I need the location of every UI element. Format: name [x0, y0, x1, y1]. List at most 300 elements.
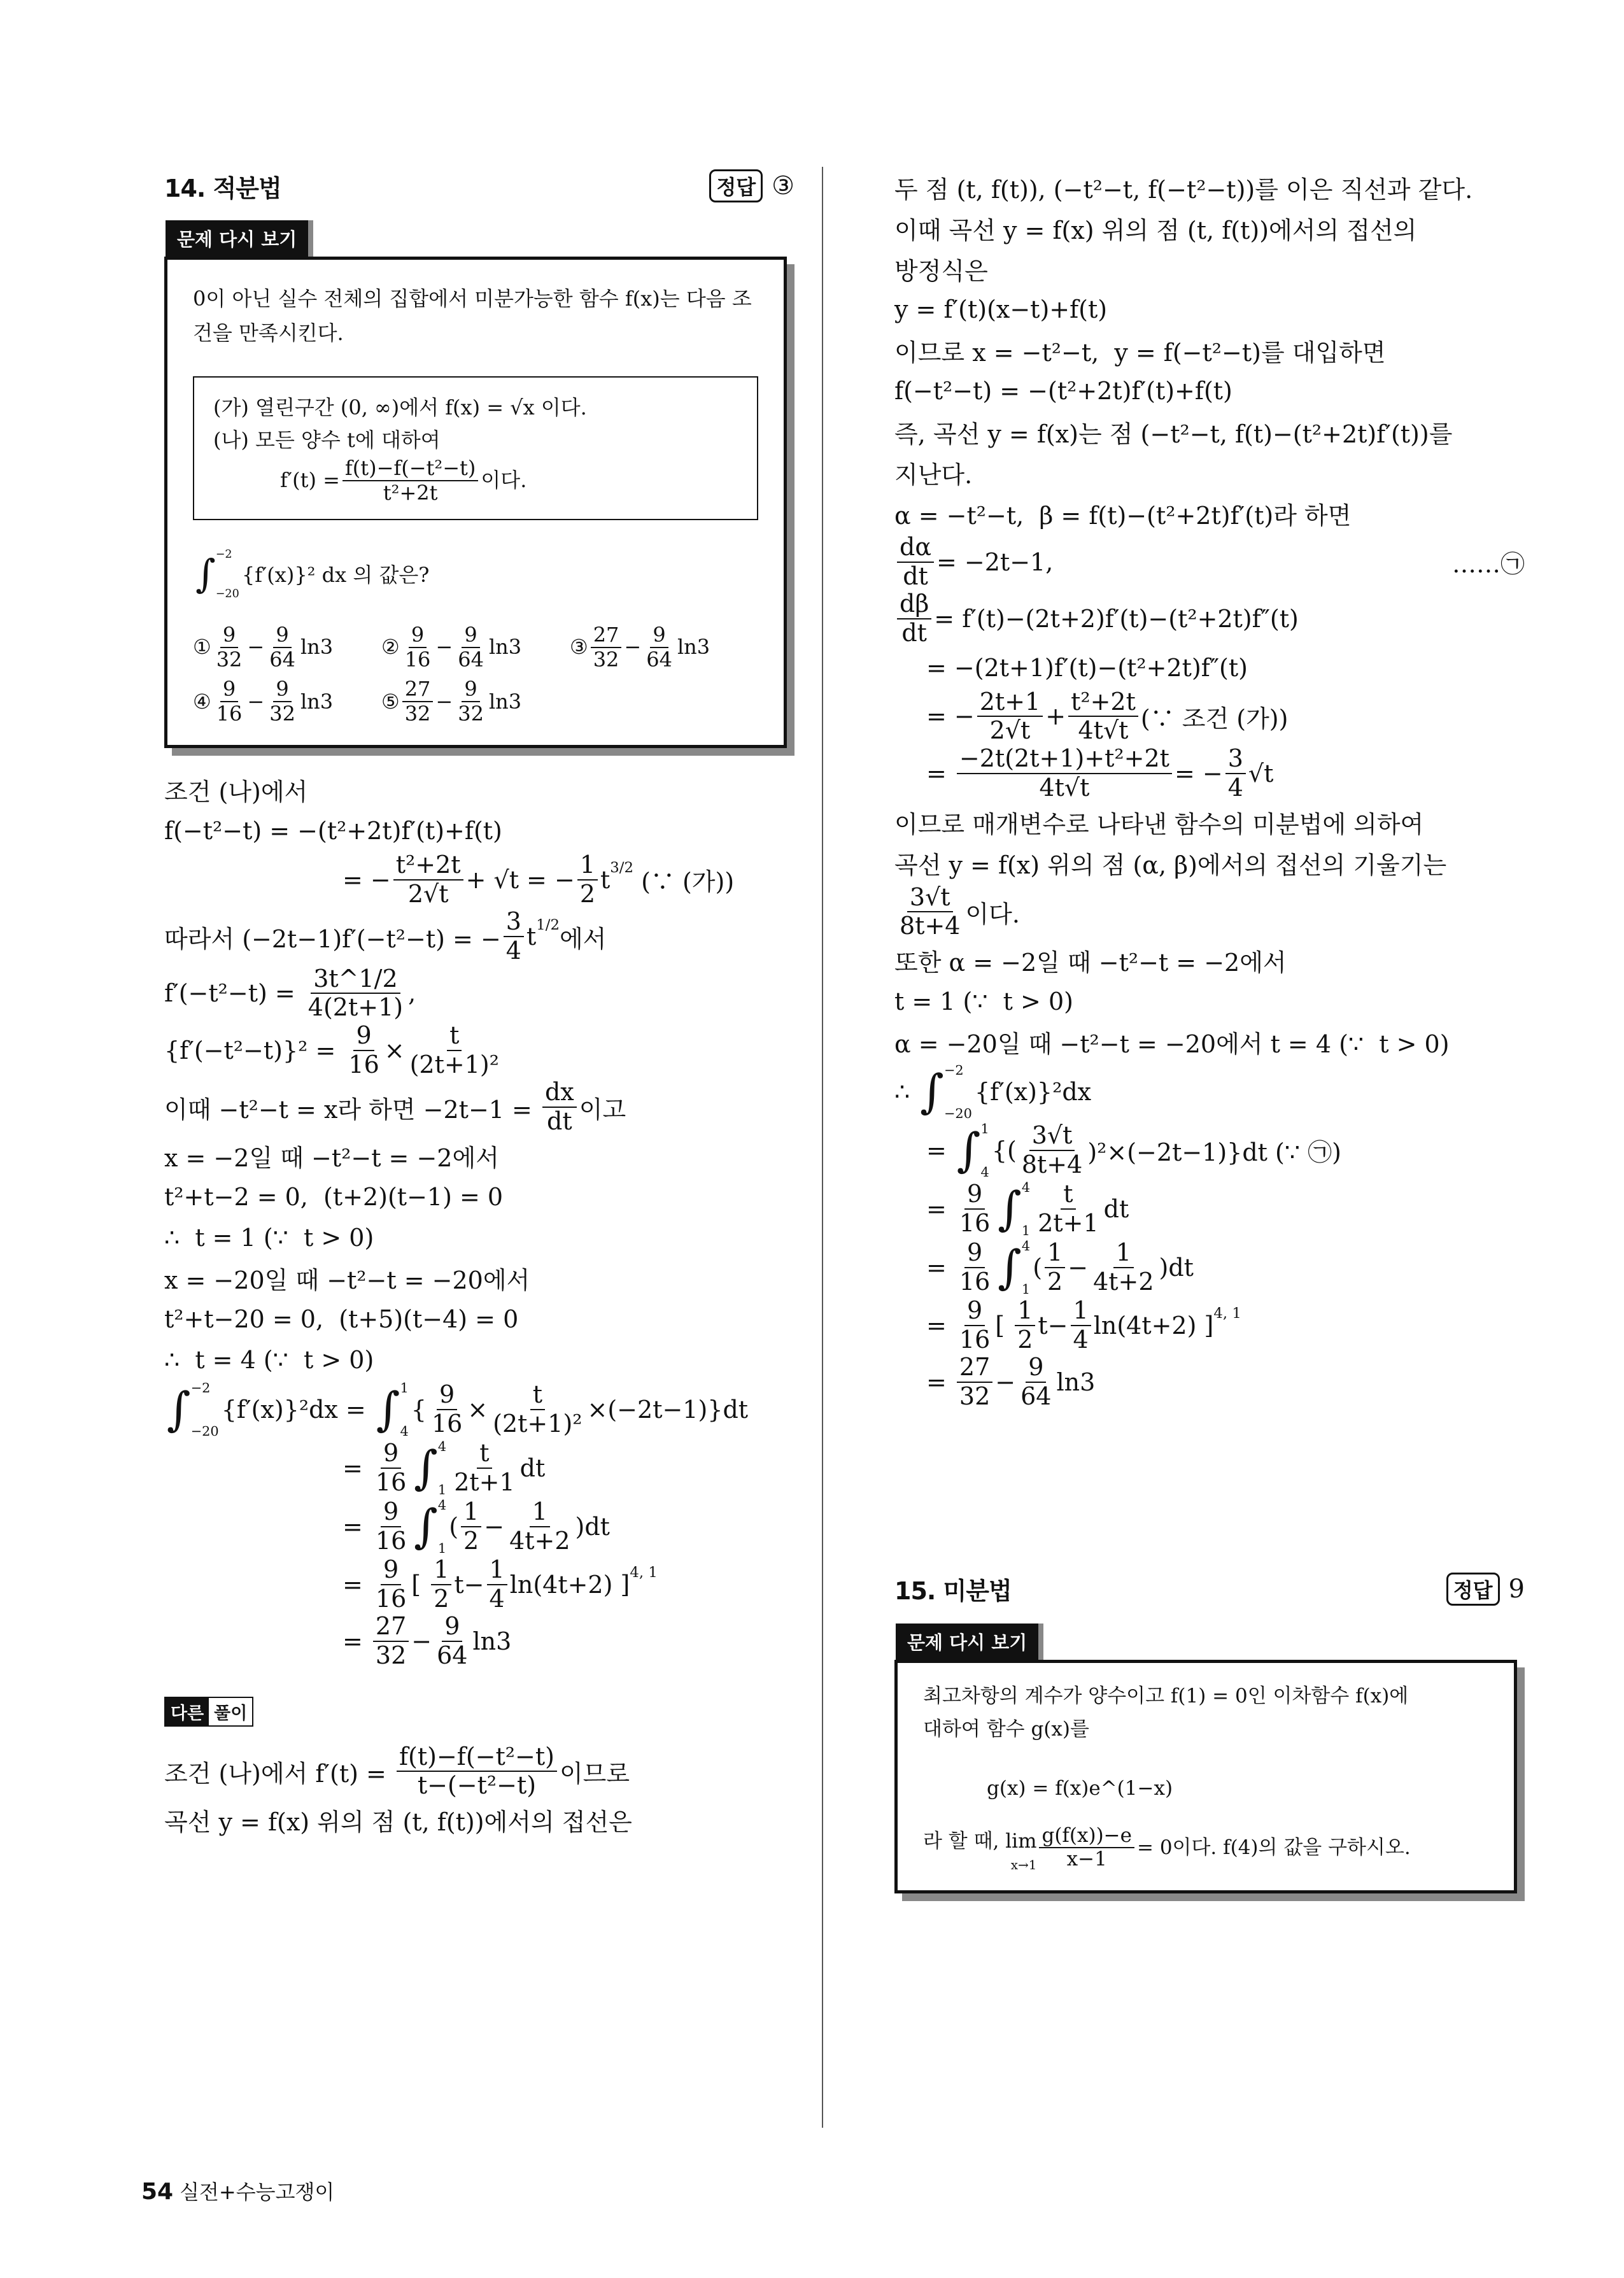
math-text: ∴ — [894, 1077, 918, 1106]
denominator: 2√t — [989, 716, 1031, 745]
math-text: , — [408, 979, 416, 1008]
denominator: 16 — [348, 1050, 379, 1079]
math-text: 따라서 (−2t−1)f′(−t²−t) = − — [164, 924, 501, 953]
math-text: = − — [926, 702, 975, 731]
numerator: 27 — [957, 1354, 992, 1383]
math-text: t²+t−20 = 0, (t+5)(t−4) = 0 — [164, 1305, 519, 1333]
integral-symbol: ∫ — [414, 1441, 438, 1495]
math-text: ×(−2t−1)}dt — [587, 1395, 749, 1424]
math-text: + √t = − — [465, 865, 575, 894]
solution-line — [894, 330, 1525, 371]
other-solution-continued — [894, 167, 1525, 1411]
solution-line — [894, 981, 1525, 1022]
numerator: t²+2t — [1068, 688, 1138, 718]
integral-symbol: ∫ — [414, 1499, 438, 1553]
condition-b: (나) 모든 양수 t에 대하여 — [213, 427, 441, 452]
integral-limits — [438, 1439, 446, 1497]
solution-line — [894, 534, 1525, 590]
denominator: 2 — [434, 1584, 449, 1613]
fraction — [397, 1743, 557, 1800]
page-number: 54 — [141, 2179, 174, 2205]
numerator: 9 — [220, 623, 238, 648]
numerator: 9 — [462, 623, 479, 648]
math-text: = — [926, 1194, 954, 1223]
limit-tail: = 0이다. f(4)의 값을 구하시오. — [1136, 1836, 1411, 1859]
answer-choice[interactable] — [381, 677, 570, 726]
math-text: + — [1045, 702, 1066, 731]
numerator: t²+2t — [393, 851, 463, 881]
fraction — [957, 1297, 992, 1354]
upper-limit: 1 — [400, 1380, 409, 1396]
fraction — [346, 1022, 381, 1079]
math-text: t — [526, 923, 537, 951]
denominator: 2 — [1017, 1325, 1033, 1354]
fraction — [487, 1556, 507, 1613]
numerator: −2t(2t+1)+t²+2t — [957, 745, 1172, 774]
math-text: = — [926, 1253, 954, 1282]
denominator: t²+2t — [383, 480, 438, 505]
limit — [923, 1825, 1036, 1871]
math-text: t− — [454, 1570, 484, 1599]
math-text: 조건 (나)에서 — [164, 778, 308, 807]
solution-line — [164, 1556, 794, 1613]
fraction — [1035, 1180, 1101, 1237]
numerator: 9 — [650, 623, 668, 648]
question-text: {f′(x)}² dx 의 값은? — [241, 562, 430, 587]
fraction — [373, 1498, 409, 1555]
denominator: t−(−t²−t) — [417, 1771, 537, 1800]
fraction — [577, 851, 598, 908]
fraction — [542, 1079, 577, 1135]
numerator: 1 — [1015, 1297, 1035, 1326]
math-text: ( — [1033, 1253, 1043, 1282]
upper-limit: −2 — [215, 548, 232, 561]
minus-sign: − — [435, 689, 453, 714]
question — [193, 546, 758, 604]
fraction — [455, 677, 486, 726]
answer — [1446, 1573, 1525, 1606]
fraction — [455, 623, 486, 672]
column-divider — [822, 167, 823, 2128]
numerator: 3√t — [907, 884, 953, 913]
ln3: ln3 — [677, 635, 710, 660]
problem-14-title: 14. 적분법 — [164, 174, 281, 202]
fraction — [214, 677, 245, 726]
fraction — [431, 1556, 451, 1613]
solution-line — [894, 371, 1525, 411]
math-text: = — [926, 1311, 954, 1340]
solution-line — [164, 1217, 794, 1258]
denominator: dt — [903, 562, 928, 590]
integral-limits — [1022, 1180, 1030, 1238]
numerator: 1 — [461, 1498, 481, 1527]
solution-line — [164, 1299, 794, 1340]
math-text: = f′(t)−(2t+2)f′(t)−(t²+2t)f″(t) — [934, 605, 1299, 633]
denominator: (2t+1)² — [409, 1050, 499, 1079]
integral-sign — [998, 1180, 1030, 1238]
denominator: 16 — [216, 702, 243, 726]
math-text: f(−t²−t) = −(t²+2t)f′(t)+f(t) — [894, 377, 1232, 405]
math-text: 방정식은 — [894, 257, 988, 285]
fraction — [267, 623, 298, 672]
solution-label: 풀이 — [214, 1703, 248, 1723]
math-text: − — [995, 1368, 1016, 1396]
g-formula: g(x) = f(x)e^(1−x) — [987, 1777, 1173, 1800]
denominator: 4 — [505, 937, 521, 965]
denominator: 64 — [1020, 1382, 1052, 1410]
numerator: g(f(x))−e — [1039, 1825, 1134, 1849]
exponent: 4, 1 — [1213, 1305, 1241, 1322]
fraction — [267, 677, 298, 726]
problem-15-title: 15. 미분법 — [894, 1577, 1012, 1606]
numerator: 9 — [964, 1180, 985, 1210]
denominator: 4t√t — [1078, 716, 1129, 745]
math-text: { — [411, 1395, 427, 1424]
fraction — [1018, 1354, 1054, 1410]
upper-limit: 4 — [1021, 1179, 1031, 1195]
problem-15-box — [894, 1660, 1517, 1893]
answer — [709, 169, 794, 202]
math-text: ……㉠ — [1451, 550, 1525, 579]
numerator: 9 — [964, 1239, 985, 1268]
fraction — [402, 677, 434, 726]
fraction — [507, 1498, 572, 1555]
denominator: 16 — [959, 1325, 991, 1354]
fraction — [591, 623, 622, 672]
fraction — [1091, 1239, 1156, 1296]
fraction — [1019, 1122, 1085, 1178]
fraction — [429, 1381, 465, 1438]
solution-line — [164, 770, 794, 810]
denominator: 2t+1 — [454, 1468, 515, 1496]
math-text: = − — [342, 865, 391, 894]
math-text: α = −20일 때 −t²−t = −20에서 t = 4 (∵ t > 0) — [894, 1030, 1450, 1059]
math-text: = − — [1174, 759, 1223, 788]
math-text: = −2t−1, — [936, 548, 1054, 576]
problem-statement: 0이 아닌 실수 전체의 집합에서 미분가능한 함수 f(x)는 다음 조건을 만족시킨다. — [193, 287, 752, 346]
solution-line — [894, 843, 1525, 884]
denominator: 32 — [375, 1641, 407, 1669]
answer-badge: 정답 — [709, 169, 763, 202]
solution-line — [164, 851, 794, 908]
ln3: ln3 — [488, 689, 522, 714]
conditions-box — [193, 376, 758, 520]
math-text: 이고 — [579, 1095, 626, 1124]
minus-sign: − — [247, 635, 265, 660]
integral-limits — [191, 1380, 219, 1439]
left-column — [164, 167, 794, 1841]
solution-line — [894, 1180, 1525, 1238]
math-text: ln3 — [472, 1627, 512, 1655]
denominator: 64 — [437, 1641, 468, 1669]
answer-value: 9 — [1508, 1574, 1525, 1604]
integral-sign — [957, 1121, 989, 1180]
choice-number: ② — [381, 635, 400, 660]
numerator: t — [477, 1440, 491, 1469]
integral-limits — [981, 1121, 989, 1180]
numerator: 9 — [409, 623, 427, 648]
solution-line — [894, 802, 1525, 843]
math-text: ln3 — [1056, 1368, 1096, 1396]
numerator: 9 — [1026, 1354, 1046, 1383]
review-problem-tab: 문제 다시 보기 — [896, 1624, 1038, 1660]
denominator: 32 — [269, 702, 295, 726]
minus-sign: − — [624, 635, 642, 660]
solution-line — [164, 1800, 794, 1841]
answer-choice[interactable] — [570, 623, 758, 672]
numerator: 9 — [273, 677, 291, 702]
problem-line: 최고차항의 계수가 양수이고 f(1) = 0인 이차함수 f(x)에 — [923, 1684, 1409, 1708]
fraction — [393, 851, 463, 908]
math-text: = — [342, 1570, 371, 1599]
solution-line — [894, 1063, 1525, 1121]
math-text: = −(2t+1)f′(t)−(t²+2t)f″(t) — [926, 653, 1248, 682]
limit-subscript: x→1 — [1010, 1857, 1037, 1872]
answer-choice[interactable] — [193, 677, 381, 726]
integral-sign — [414, 1497, 446, 1556]
integral-sign — [376, 1380, 409, 1439]
fraction — [1039, 1825, 1134, 1871]
lower-limit: 1 — [1021, 1222, 1031, 1238]
math-text: 지난다. — [894, 460, 973, 489]
condition-a: (가) 열린구간 (0, ∞)에서 f(x) = √x 이다. — [213, 395, 587, 420]
fraction — [897, 884, 963, 940]
denominator: 4 — [489, 1584, 505, 1613]
denominator: 64 — [458, 647, 484, 672]
math-text: 이므로 — [559, 1759, 630, 1788]
math-text: x = −20일 때 −t²−t = −20에서 — [164, 1266, 530, 1295]
denominator: 4t+2 — [509, 1526, 570, 1555]
numerator: 9 — [381, 1556, 401, 1585]
math-text: = — [342, 1627, 371, 1655]
denominator: 2 — [579, 879, 595, 908]
choice-number: ③ — [570, 635, 588, 660]
integral-sign — [920, 1063, 972, 1121]
denominator: 32 — [593, 647, 619, 672]
math-text: 곡선 y = f(x) 위의 점 (t, f(t))에서의 접선은 — [164, 1808, 632, 1837]
denominator: 32 — [404, 702, 431, 726]
math-text: = — [926, 1136, 954, 1164]
lower-limit: 4 — [980, 1164, 989, 1180]
numerator: 9 — [353, 1022, 374, 1051]
fraction — [644, 623, 675, 672]
upper-limit: 1 — [980, 1121, 989, 1136]
numerator: 3t^1/2 — [311, 965, 400, 994]
solution-line — [164, 1497, 794, 1556]
numerator: 27 — [591, 623, 622, 648]
math-text: = — [926, 759, 954, 788]
solution-line — [894, 452, 1525, 493]
problem-14-box — [164, 257, 787, 748]
fraction — [490, 1381, 584, 1438]
denominator: 16 — [375, 1468, 407, 1496]
denominator: 16 — [375, 1584, 407, 1613]
numerator: dα — [897, 534, 934, 563]
solution-line — [164, 1177, 794, 1217]
upper-limit: −2 — [943, 1062, 964, 1078]
math-text: − — [484, 1512, 505, 1541]
book-title: 실전+수능고쟁이 — [180, 2180, 335, 2204]
fraction — [1068, 688, 1138, 745]
answer-choice[interactable] — [381, 623, 570, 672]
solution-line — [894, 745, 1525, 802]
fraction — [957, 1354, 992, 1410]
numerator: 9 — [381, 1440, 401, 1469]
math-text: t− — [1038, 1311, 1068, 1340]
problem-15-header — [894, 1570, 1525, 1608]
fraction — [1045, 1239, 1065, 1296]
choice-number: ① — [193, 635, 211, 660]
other-solution — [164, 1743, 794, 1841]
fraction — [451, 1440, 517, 1496]
denominator: 2 — [1047, 1267, 1063, 1296]
fraction — [214, 623, 245, 672]
integral-sign — [998, 1238, 1030, 1297]
fraction — [402, 623, 434, 672]
denominator: 8t+4 — [900, 912, 961, 940]
denominator: 32 — [216, 647, 243, 672]
denominator: 16 — [404, 647, 431, 672]
numerator: 1 — [1071, 1297, 1091, 1326]
fraction — [977, 688, 1043, 745]
ln3: ln3 — [300, 689, 334, 714]
numerator: 1 — [1045, 1239, 1065, 1268]
denominator: 32 — [458, 702, 484, 726]
math-text: y = f′(t)(x−t)+f(t) — [894, 295, 1108, 323]
solution-line — [164, 908, 794, 965]
solution-line — [164, 1136, 794, 1177]
fraction — [373, 1613, 409, 1669]
limit-condition — [923, 1825, 1488, 1871]
solution-line — [894, 590, 1525, 647]
math-text: × — [384, 1036, 405, 1065]
denominator: 16 — [959, 1267, 991, 1296]
numerator: 9 — [437, 1381, 457, 1410]
fraction — [306, 965, 406, 1022]
fraction — [407, 1022, 502, 1079]
integral-limits — [400, 1380, 408, 1439]
math-text: (∵ 조건 (가)) — [1140, 704, 1289, 733]
numerator: 27 — [402, 677, 434, 702]
solution-line — [894, 940, 1525, 981]
other-solution-tag — [164, 1697, 253, 1727]
math-text: = — [926, 1368, 954, 1396]
math-text: dt — [519, 1454, 546, 1482]
math-text: = — [342, 1454, 371, 1482]
exponent: 1/2 — [536, 916, 560, 933]
solution-line — [164, 1079, 794, 1135]
ln3: ln3 — [488, 635, 522, 660]
denominator: (2t+1)² — [493, 1409, 583, 1438]
solution-line — [894, 1238, 1525, 1297]
solution-line — [164, 1380, 794, 1439]
solution-line — [164, 1613, 794, 1669]
upper-limit: −2 — [190, 1380, 211, 1396]
formula-tail: 이다. — [481, 468, 527, 493]
math-text: 두 점 (t, f(t)), (−t²−t, f(−t²−t))를 이은 직선과 같다. — [894, 175, 1473, 204]
numerator: 1 — [1113, 1239, 1134, 1268]
solution-line — [894, 1121, 1525, 1180]
fraction — [957, 1180, 992, 1237]
math-text: 또한 α = −2일 때 −t²−t = −2에서 — [894, 949, 1287, 977]
lower-limit: −20 — [943, 1105, 972, 1121]
answer-choice[interactable] — [193, 623, 381, 672]
math-text: ln(4t+2) ] — [1093, 1311, 1214, 1340]
denominator: 16 — [959, 1208, 991, 1237]
limit-text: 라 할 때, lim — [923, 1829, 1037, 1853]
lower-limit: 1 — [1021, 1281, 1031, 1297]
math-text: )²×(−2t−1)}dt (∵ ㉠) — [1087, 1138, 1341, 1167]
numerator: 9 — [462, 677, 479, 702]
solution-line — [164, 810, 794, 851]
numerator: 1 — [530, 1498, 550, 1527]
integral-symbol: ∫ — [956, 1123, 981, 1177]
exponent: 3/2 — [610, 860, 633, 877]
upper-limit: 4 — [437, 1497, 447, 1513]
numerator: t — [530, 1381, 545, 1410]
fraction — [434, 1613, 470, 1669]
denominator: 4(2t+1) — [307, 993, 404, 1022]
numerator: dβ — [897, 590, 931, 619]
numerator: 9 — [964, 1297, 985, 1326]
math-text: 이때 −t²−t = x라 하면 −2t−1 = — [164, 1095, 540, 1124]
integral-symbol: ∫ — [998, 1240, 1022, 1294]
denominator: 32 — [959, 1382, 991, 1410]
solution-line — [894, 208, 1525, 248]
lower-limit: 1 — [437, 1540, 447, 1556]
math-text: 즉, 곡선 y = f(x)는 점 (−t²−t, f(t)−(t²+2t)f′(t))를 — [894, 420, 1453, 448]
integral-sign: ∫ −2 −20 — [195, 546, 239, 604]
math-text: ( — [449, 1512, 459, 1541]
math-text: {f′(x)}²dx = — [221, 1395, 374, 1424]
solution-line — [894, 289, 1525, 330]
integral-symbol: ∫ — [376, 1382, 400, 1436]
problem-15 — [894, 1570, 1525, 1893]
denominator: 16 — [431, 1409, 463, 1438]
denominator: 4 — [1073, 1325, 1089, 1354]
choice-number: ④ — [193, 689, 211, 714]
solution-line — [164, 1022, 794, 1079]
answer-value: ③ — [772, 171, 794, 201]
integral-limits — [438, 1497, 446, 1556]
numerator: t — [1061, 1180, 1075, 1210]
denominator: 4t√t — [1039, 773, 1090, 802]
numerator: 3 — [504, 908, 524, 937]
solution-line — [894, 248, 1525, 289]
numerator: 9 — [220, 677, 238, 702]
math-text: 곡선 y = f(x) 위의 점 (α, β)에서의 접선의 기울기는 — [894, 851, 1447, 879]
numerator: 1 — [431, 1556, 451, 1585]
denominator: 2 — [463, 1526, 479, 1555]
solution-line — [894, 167, 1525, 208]
math-text: {f′(−t²−t)}² = — [164, 1036, 344, 1065]
lower-limit: −20 — [215, 587, 239, 600]
math-text: 조건 (나)에서 f′(t) = — [164, 1759, 394, 1788]
math-text: × — [467, 1395, 488, 1424]
fraction — [897, 534, 934, 590]
solution-line — [894, 884, 1525, 940]
math-text: t = 1 (∵ t > 0) — [894, 987, 1073, 1015]
numerator: f(t)−f(−t²−t) — [397, 1743, 557, 1772]
math-text: 이므로 x = −t²−t, y = f(−t²−t)를 대입하면 — [894, 338, 1386, 367]
denominator: 4t+2 — [1093, 1267, 1154, 1296]
math-text: 이다. — [965, 900, 1020, 928]
integral-sign — [167, 1380, 219, 1439]
solution-line — [164, 1340, 794, 1380]
fraction — [373, 1556, 409, 1613]
math-text: ln(4t+2) ] — [509, 1570, 630, 1599]
numerator: 3 — [1225, 745, 1246, 774]
